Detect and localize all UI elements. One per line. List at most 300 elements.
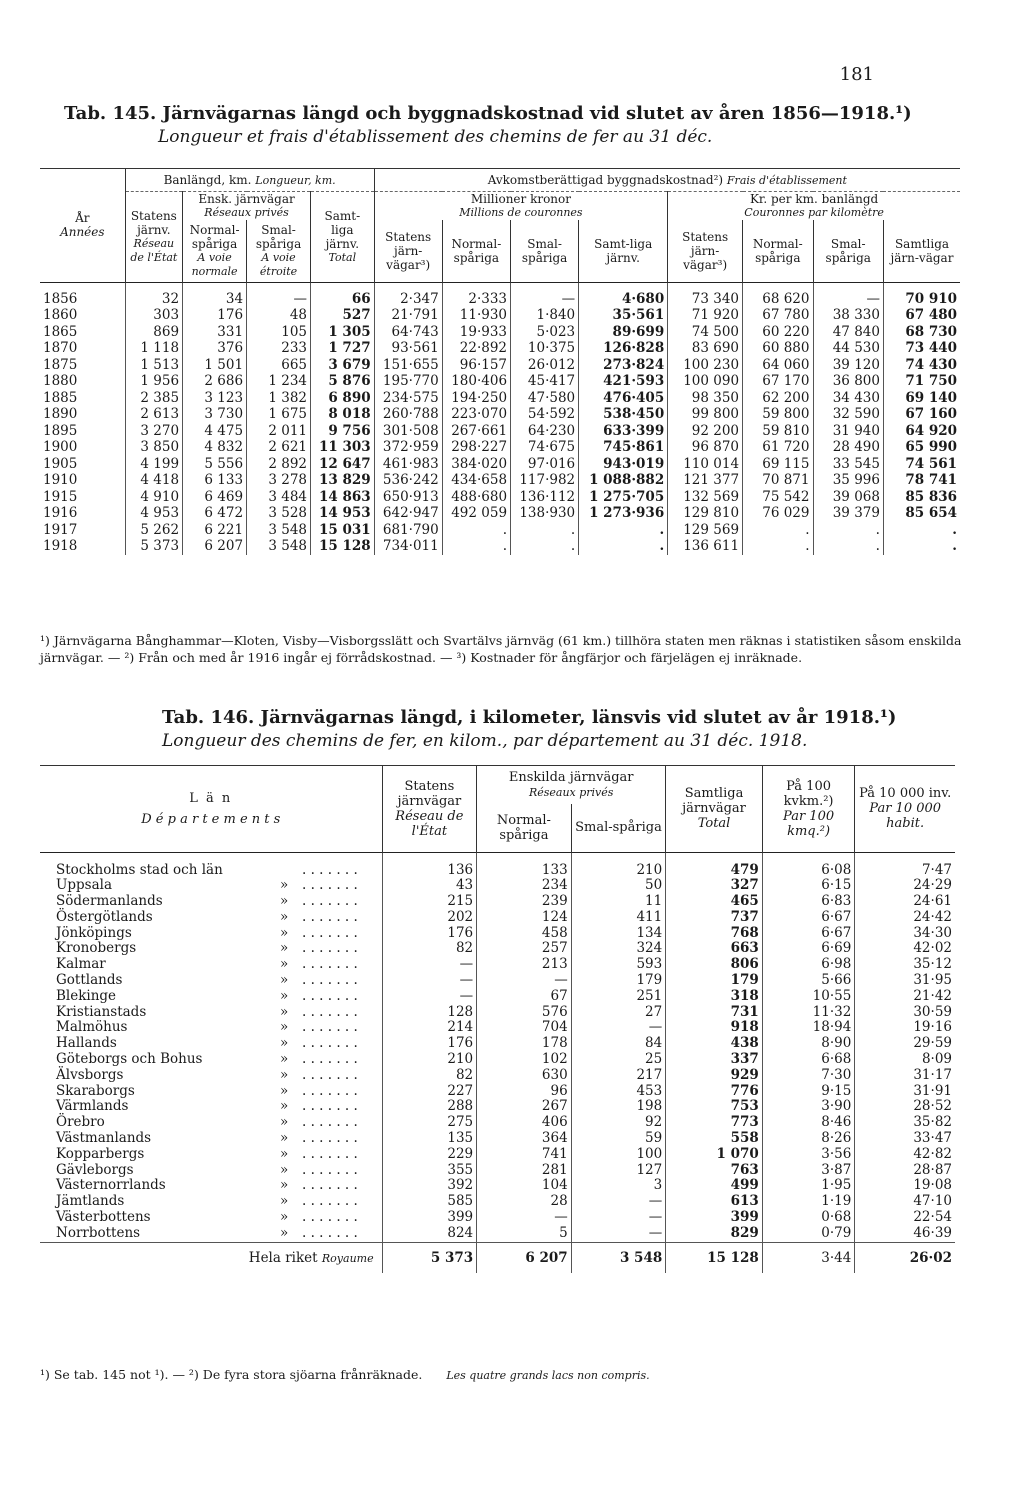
table-cell: 176 [183,307,247,324]
table-cell: 34·30 [855,926,955,942]
table-cell: 2 011 [247,423,311,440]
ditto-mark: » [280,924,289,941]
county-label: Västmanlands [56,1130,152,1147]
table-cell: 67 170 [743,373,813,390]
table-cell: 6·68 [762,1052,855,1068]
table-row [40,973,955,989]
table-cell: 35 996 [813,472,883,489]
leader-dots: . . . . . . . [302,1161,358,1178]
table-cell: 298·227 [442,439,510,456]
table-cell: 1 382 [247,390,311,407]
table-row [40,1194,955,1210]
row-year: 1875 [43,356,78,373]
table-cell: 19·933 [442,324,510,341]
table-cell: 34 430 [813,390,883,407]
table-cell: 6 472 [183,505,247,522]
ditto-mark: » [280,1003,289,1020]
table-cell: 536·242 [374,472,442,489]
table-cell: 558 [666,1131,763,1147]
table-cell: 73 340 [668,282,743,307]
table-cell: 6 890 [311,390,375,407]
table-cell: 1 273·936 [579,505,668,522]
row-year: 1918 [43,538,78,554]
ditto-mark: » [280,987,289,1004]
row-year: 1870 [43,340,78,356]
table-cell: 213 [477,957,572,973]
table-cell: 239 [477,894,572,910]
table-cell: 0·79 [762,1226,855,1242]
county-name [40,1084,382,1100]
leader-dots: . . . . . . . [302,1003,358,1020]
county-name [40,1194,382,1210]
table-cell: 251 [571,989,666,1005]
county-name [40,973,382,989]
header-samtliga: Samtliga järnvägar Total [666,766,763,853]
table-cell: 36 800 [813,373,883,390]
table-cell: 3 679 [311,357,375,374]
row-year: 1900 [43,439,78,455]
table-cell: 64 920 [883,423,960,440]
leader-dots: . . . . . . . [302,940,358,957]
table-cell: 275 [382,1115,477,1131]
table-cell: 593 [571,957,666,973]
table-cell: — [382,989,477,1005]
table-cell: 129 569 [668,522,743,539]
table-146-footnotes: ¹) Se tab. 145 not ¹). — ²) De fyra stora sjöarna frånräknade. Les quatre grands lacs non compris. [40,1367,650,1382]
table-cell: 4 832 [183,439,247,456]
table-cell: 8·09 [855,1052,955,1068]
table-cell: 3·87 [762,1163,855,1179]
table-row [40,1036,955,1052]
ditto-mark: » [280,893,289,910]
table-cell: 0·68 [762,1210,855,1226]
table-cell: 234 [477,878,572,894]
county-label: Örebro [56,1114,105,1131]
table-cell: 35·82 [855,1115,955,1131]
table-row [40,1005,955,1021]
table-cell: 85 836 [883,489,960,506]
table-cell: 776 [666,1084,763,1100]
leader-dots: . . . . . . . [302,1035,358,1052]
row-year: 1905 [43,455,78,472]
table-cell: 355 [382,1163,477,1179]
table-cell: 18·94 [762,1020,855,1036]
table-cell: 10·375 [511,340,579,357]
table-cell: 176 [382,1036,477,1052]
table-cell: . [579,538,668,555]
county-name [40,1005,382,1021]
total-samtliga: 15 128 [666,1242,763,1273]
table-cell: 665 [247,357,311,374]
leader-dots: . . . . . . . [302,877,358,894]
table-cell: 47·580 [511,390,579,407]
table-cell: 210 [571,852,666,878]
table-cell: 3 484 [247,489,311,506]
total-smal: 3 548 [571,1242,666,1273]
table-cell: 453 [571,1084,666,1100]
ditto-mark: » [280,877,289,894]
table-cell: 753 [666,1099,763,1115]
table-cell: 4·680 [579,282,668,307]
table-cell: 50 [571,878,666,894]
table-cell: 829 [666,1226,763,1242]
table-cell: 128 [382,1005,477,1021]
table-cell: 24·61 [855,894,955,910]
county-label: Göteborgs och Bohus [56,1051,203,1068]
table-cell: 31·91 [855,1084,955,1100]
ditto-mark: » [280,908,289,925]
county-label: Blekinge [56,987,117,1004]
county-name [40,852,382,878]
table-cell: 1 501 [183,357,247,374]
table-cell: 70 910 [883,282,960,307]
header-mkr-smal: Smal-spåriga [511,220,579,282]
table-cell: 24·42 [855,910,955,926]
table-cell: 64·230 [511,423,579,440]
table-cell: 421·593 [579,373,668,390]
county-label: Södermanlands [56,893,163,910]
header-samt: Samt-liga järnv. Total [311,192,375,283]
header-kr-smal: Smal-spåriga [813,220,883,282]
header-kr-samtliga: Samtliga järn-vägar [883,220,960,282]
county-label: Norrbottens [56,1224,141,1241]
table-cell: 70 871 [743,472,813,489]
table-146 [40,765,955,1273]
table-row [40,957,955,973]
row-year: 1895 [43,422,78,439]
ditto-mark: » [280,1161,289,1178]
table-cell: 47·10 [855,1194,955,1210]
row-year: 1910 [43,472,78,488]
county-name [40,1210,382,1226]
header-statens-jv: Statens järnvägar Réseau de l'État [382,766,477,853]
table-cell: 465 [666,894,763,910]
table-cell: 73 440 [883,340,960,357]
table-cell: 82 [382,941,477,957]
table-row [40,926,955,942]
table-cell: 234·575 [374,390,442,407]
table-cell: 5·023 [511,324,579,341]
header-smal-146: Smal-spåriga [571,804,666,852]
table-cell: 92 [571,1115,666,1131]
table-cell: 3 123 [183,390,247,407]
table-cell: 1·19 [762,1194,855,1210]
table-cell: 1 305 [311,324,375,341]
table-row [40,390,960,407]
county-name [40,1099,382,1115]
table-row [40,439,960,456]
table-cell: 704 [477,1020,572,1036]
table-cell: 233 [247,340,311,357]
table-cell: 461·983 [374,456,442,473]
table-row [40,373,960,390]
table-cell: 69 115 [743,456,813,473]
county-name [40,926,382,942]
table-cell: 3 850 [125,439,182,456]
leader-dots: . . . . . . . [302,1114,358,1131]
table-row [40,1210,955,1226]
table-cell: 1 070 [666,1147,763,1163]
table-cell: 34 [183,282,247,307]
county-name [40,941,382,957]
leader-dots: . . . . . . . [302,924,358,941]
table-cell: 6·67 [762,926,855,942]
table-cell: 98 350 [668,390,743,407]
table-cell: 458 [477,926,572,942]
ditto-mark: » [280,1209,289,1226]
table-cell: 71 750 [883,373,960,390]
table-cell: 499 [666,1178,763,1194]
table-cell: 824 [382,1226,477,1242]
table-row [40,1020,955,1036]
table-row [40,1068,955,1084]
county-label: Stockholms stad och län [56,861,223,878]
table-cell: 737 [666,910,763,926]
table-cell: 281 [477,1163,572,1179]
table-cell: 476·405 [579,390,668,407]
table-cell: 257 [477,941,572,957]
table-cell: 134 [571,926,666,942]
table-cell: 67 780 [743,307,813,324]
table-cell: — [571,1194,666,1210]
table-cell: . [511,522,579,539]
table-cell: 8·46 [762,1115,855,1131]
table-cell: 734·011 [374,538,442,555]
county-label: Östergötlands [56,908,153,925]
table-cell: 943·019 [579,456,668,473]
table-cell: 74 430 [883,357,960,374]
table-cell: 8·90 [762,1036,855,1052]
row-year: 1856 [43,290,78,307]
table-cell: 399 [666,1210,763,1226]
table-cell: 133 [477,852,572,878]
table-cell: 68 730 [883,324,960,341]
table-cell: 28·87 [855,1163,955,1179]
table-cell: 773 [666,1115,763,1131]
table-cell: 178 [477,1036,572,1052]
header-smal: Smal-spåriga A voie étroite [247,220,311,282]
table-cell: . [442,522,510,539]
table-cell: 918 [666,1020,763,1036]
header-statens: Statens järnv. Réseau de l'État [125,192,182,283]
table-cell: 4 475 [183,423,247,440]
table-cell: 35·561 [579,307,668,324]
table-cell: 9 756 [311,423,375,440]
table-cell: 47 840 [813,324,883,341]
table-cell: 642·947 [374,505,442,522]
table-cell: 576 [477,1005,572,1021]
county-name [40,1226,382,1242]
table-cell: 62 200 [743,390,813,407]
header-millioner: Millioner kronor Millions de couronnes [374,192,668,221]
table-cell: 96 870 [668,439,743,456]
table-cell: 46·39 [855,1226,955,1242]
ditto-mark: » [280,1082,289,1099]
row-year: 1890 [43,406,78,422]
ditto-mark: » [280,1098,289,1115]
table-cell: 2 686 [183,373,247,390]
table-cell: 229 [382,1147,477,1163]
table-cell: 763 [666,1163,763,1179]
table-146-subtitle: Longueur des chemins de fer, en kilom., par département au 31 déc. 1918. [162,731,808,751]
leader-dots: . . . . . . . [302,1019,358,1036]
table-cell: 806 [666,957,763,973]
leader-dots: . . . . . . . [302,861,358,878]
table-cell: 26·012 [511,357,579,374]
row-year: 1885 [43,389,78,406]
county-label: Gävleborgs [56,1161,134,1178]
table-cell: 92 200 [668,423,743,440]
ditto-mark: » [280,940,289,957]
county-label: Älvsborgs [56,1066,124,1083]
table-cell: 27 [571,1005,666,1021]
table-cell: 260·788 [374,406,442,423]
table-cell: 438 [666,1036,763,1052]
table-cell: 731 [666,1005,763,1021]
table-cell: 74 561 [883,456,960,473]
table-cell: 21·42 [855,989,955,1005]
ditto-mark: » [280,1066,289,1083]
table-cell: 44 530 [813,340,883,357]
table-cell: 65 990 [883,439,960,456]
table-cell: 10·55 [762,989,855,1005]
table-cell: 6 469 [183,489,247,506]
table-cell: 267 [477,1099,572,1115]
table-cell: 6 221 [183,522,247,539]
table-cell: — [477,973,572,989]
table-cell: 19·08 [855,1178,955,1194]
table-cell: 151·655 [374,357,442,374]
table-cell: 60 880 [743,340,813,357]
table-cell: 6·83 [762,894,855,910]
table-cell: 1 088·882 [579,472,668,489]
table-row [40,1147,955,1163]
table-cell: 3 548 [247,538,311,555]
table-row [40,340,960,357]
table-cell: 376 [183,340,247,357]
table-cell: 2·347 [374,282,442,307]
table-cell: 32 [125,282,182,307]
table-145-title: Tab. 145. Järnvägarnas längd och byggnadskostnad vid slutet av åren 1856—1918.¹) [64,103,912,124]
table-cell: 411 [571,910,666,926]
table-cell: 74·675 [511,439,579,456]
total-pa100: 3·44 [762,1242,855,1273]
table-145-footnotes: ¹) Järnvägarna Bånghammar—Kloten, Visby—Visborgsslätt och Svartälvs järnväg (61 km.) tillhöra staten men räknas i statistiken såsom enskilda järnvägar. — ²) Från och med år 1916 ingår ej förrådskostnad. — ³) Kostnader för ångfärjor och färjelägen ej inräknade. [40,633,962,665]
county-label: Värmlands [56,1098,129,1115]
table-cell: . [511,538,579,555]
table-cell: — [571,1226,666,1242]
county-label: Hallands [56,1035,117,1052]
table-cell: 42·82 [855,1147,955,1163]
leader-dots: . . . . . . . [302,972,358,989]
table-cell: 331 [183,324,247,341]
table-cell: 31·17 [855,1068,955,1084]
table-row [40,1131,955,1147]
table-cell: — [382,957,477,973]
table-row [40,894,955,910]
table-cell: 60 220 [743,324,813,341]
table-cell: 138·930 [511,505,579,522]
table-cell: 288 [382,1099,477,1115]
leader-dots: . . . . . . . [302,1066,358,1083]
table-cell: 82 [382,1068,477,1084]
table-cell: 39 120 [813,357,883,374]
table-cell: 48 [247,307,311,324]
table-row [40,282,960,307]
table-cell: 7·47 [855,852,955,878]
row-year: 1916 [43,505,78,521]
row-year: 1860 [43,307,78,323]
table-cell: 215 [382,894,477,910]
table-cell: 488·680 [442,489,510,506]
county-name [40,1178,382,1194]
table-cell: 479 [666,852,763,878]
ditto-mark: » [280,1145,289,1162]
leader-dots: . . . . . . . [302,1177,358,1194]
header-avkomst: Avkomstberättigad byggnadskostnad²) Frais d'établissement [374,169,960,192]
county-name [40,1147,382,1163]
header-enskilda: Enskilda järnvägar Réseaux privés [477,766,666,805]
table-cell: 11·32 [762,1005,855,1021]
table-cell: 64·743 [374,324,442,341]
table-cell: 29·59 [855,1036,955,1052]
table-cell: . [813,538,883,555]
table-cell: 14 953 [311,505,375,522]
table-cell: 7·30 [762,1068,855,1084]
table-cell: 267·661 [442,423,510,440]
table-cell: 327 [666,878,763,894]
table-cell: 93·561 [374,340,442,357]
table-cell: 96·157 [442,357,510,374]
table-cell: 100 090 [668,373,743,390]
county-label: Malmöhus [56,1019,128,1036]
table-cell: 110 014 [668,456,743,473]
table-cell: — [477,1210,572,1226]
table-cell: 741 [477,1147,572,1163]
table-cell: 28 [477,1194,572,1210]
table-cell: 392 [382,1178,477,1194]
page-number: 181 [839,64,874,85]
county-name [40,1052,382,1068]
table-cell: 5 262 [125,522,182,539]
table-cell: 613 [666,1194,763,1210]
county-name [40,1036,382,1052]
table-row [40,489,960,506]
table-cell: 32 590 [813,406,883,423]
table-cell: . [883,538,960,555]
table-cell: 527 [311,307,375,324]
table-cell: 869 [125,324,182,341]
ditto-mark: » [280,972,289,989]
table-row [40,505,960,522]
table-cell: 180·406 [442,373,510,390]
county-name [40,894,382,910]
table-cell: 42·02 [855,941,955,957]
header-mkr-samtliga: Samt-liga järnv. [579,220,668,282]
table-cell: 179 [571,973,666,989]
table-row [40,1052,955,1068]
ditto-mark: » [280,1130,289,1147]
table-cell: 585 [382,1194,477,1210]
table-cell: 176 [382,926,477,942]
table-row [40,878,955,894]
table-cell: . [883,522,960,539]
total-statens: 5 373 [382,1242,477,1273]
row-year: 1880 [43,373,78,389]
table-cell: 31 940 [813,423,883,440]
county-name [40,1131,382,1147]
total-normal: 6 207 [477,1242,572,1273]
